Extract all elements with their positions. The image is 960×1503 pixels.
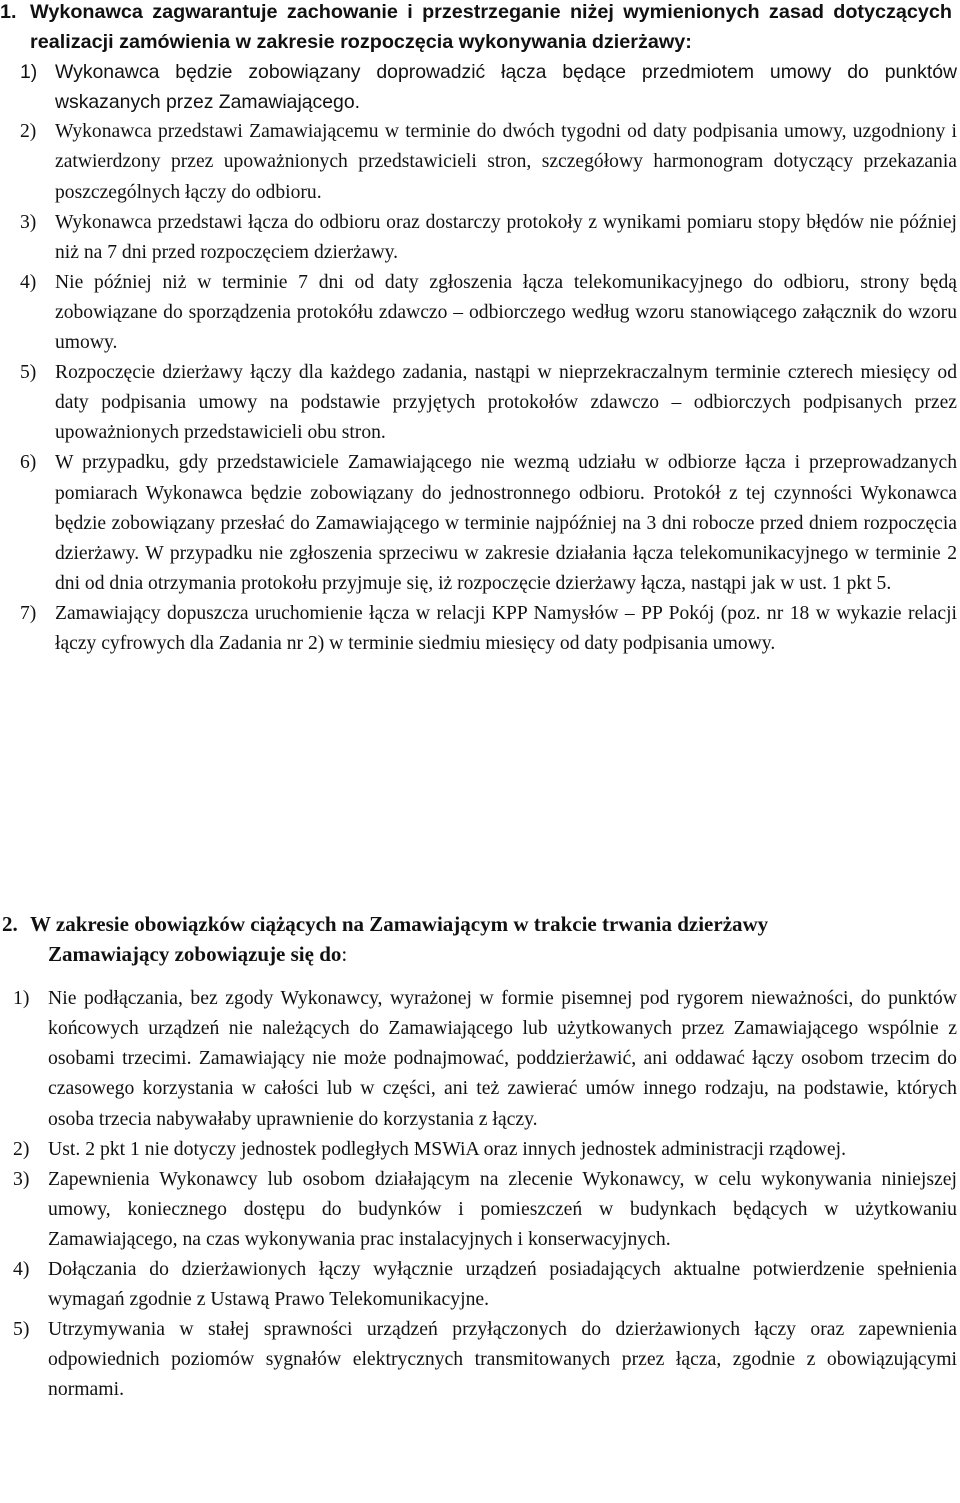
list-item-text: Nie podłączania, bez zgody Wykonawcy, wyrażonej w formie pisemnej pod rygorem nieważności, do punktów końcowych urządzeń nie należących do Zamawiającego lub użytkowanych przez Zamawiającego wspólnie z osobami trzecimi. Zamawiający nie może podnajmować, poddzierżawić, ani oddawać łączy osobom trzecim do czasowego korzystania w całości lub w części, ani też zawierać umów innego rodzaju, na podstawie, których osoba trzecia nabywałaby uprawnienie do korzystania z łączy. — [48, 987, 957, 1130]
list-item-text: Nie później niż w terminie 7 dni od daty zgłoszenia łącza telekomunikacyjnego do odbioru, strony będą zobowiązane do sporządzenia protokółu zdawczo – odbiorczego według wzoru stanowiącego załącznik do wzoru umowy. — [55, 271, 957, 354]
list-item-number: 2) — [13, 1137, 30, 1160]
list-item — [0, 599, 960, 659]
list-item-number: 2) — [20, 121, 37, 143]
list-item-number: 5) — [13, 1318, 30, 1341]
list-item — [0, 358, 960, 448]
section-2-number: 2. — [2, 912, 18, 936]
section-2-list — [0, 983, 960, 1404]
section-1 — [0, 0, 960, 659]
list-item — [0, 448, 960, 598]
list-item-text: Wykonawca przedstawi łącza do odbioru oraz dostarczy protokoły z wynikami pomiaru stopy błędów nie później niż na 7 dni przed rozpoczęciem dzierżawy. — [55, 211, 957, 263]
list-item — [0, 983, 960, 1133]
section-1-heading — [0, 0, 960, 57]
list-item — [0, 268, 960, 358]
list-item — [0, 1254, 960, 1314]
list-item-number: 6) — [20, 452, 37, 474]
list-item-text: Wykonawca będzie zobowiązany doprowadzić łącza będące przedmiotem umowy do punktów wskazanych przez Zamawiającego. — [55, 61, 957, 114]
list-item — [0, 1164, 960, 1254]
list-item-text: Ust. 2 pkt 1 nie dotyczy jednostek podległych MSWiA oraz innych jednostek administracji rządowej. — [48, 1137, 847, 1160]
list-item — [0, 1314, 960, 1404]
list-item-number: 3) — [13, 1167, 30, 1190]
list-item-number: 4) — [13, 1258, 30, 1281]
list-item-number: 1) — [13, 987, 30, 1010]
section-2-heading — [0, 909, 960, 939]
list-item-text: W przypadku, gdy przedstawiciele Zamawiającego nie wezmą udziału w odbiorze łącza i przeprowadzanych pomiarach Wykonawca będzie zobowiązany do jednostronnego odbioru. Protokół z tej czynności Wykonawca będzie zobowiązany przesłać do Zamawiającego w terminie najpóźniej na 3 dni robocze przed dniem rozpoczęcia dzierżawy. W przypadku nie zgłoszenia sprzeciwu w zakresie działania łącza telekomunikacyjnego w terminie 2 dni od dnia otrzymania protokołu przyjmuje się, iż rozpoczęcie dzierżawy łącza, nastąpi jak w ust. 1 pkt 5. — [55, 452, 957, 594]
list-item — [0, 1134, 960, 1164]
list-item — [0, 117, 960, 207]
list-item-number: 7) — [20, 602, 37, 624]
section-1-list — [0, 57, 960, 117]
section-1-list-continued — [0, 117, 960, 659]
list-item-number: 3) — [20, 211, 37, 233]
list-item-number: 1) — [20, 61, 38, 84]
section-2-heading-text: W zakresie obowiązków ciążących na Zamawiającym w trakcie trwania dzierżawy — [30, 912, 769, 936]
section-2-intro-bold: Zamawiający zobowiązuje się do — [48, 942, 342, 967]
list-item-number: 5) — [20, 362, 37, 384]
section-2-intro-colon: : — [341, 942, 348, 967]
list-item-number: 4) — [20, 271, 37, 293]
list-item — [0, 208, 960, 268]
list-item-text: Utrzymywania w stałej sprawności urządzeń przyłączonych do dzierżawionych łączy oraz zapewnienia odpowiednich poziomów sygnałów elektrycznych transmitowanych przez łącza, zgodnie z obowiązującymi normami. — [48, 1318, 957, 1401]
list-item-text: Wykonawca przedstawi Zamawiającemu w terminie do dwóch tygodni od daty podpisania umowy, uzgodniony i zatwierdzony przez upoważnionych przedstawicieli stron, szczegółowy harmonogram dotyczący przekazania poszczególnych łączy do odbioru. — [55, 121, 957, 203]
section-1-heading-text: Wykonawca zagwarantuje zachowanie i przestrzeganie niżej wymienionych zasad dotyczących realizacji zamówienia w zakresie rozpoczęcia wykonywania dzierżawy: — [30, 1, 952, 54]
list-item — [0, 57, 960, 117]
section-2-intro — [0, 939, 960, 969]
list-item-text: Zapewnienia Wykonawcy lub osobom działającym na zlecenie Wykonawcy, w celu wykonywania niniejszej umowy, koniecznego dostępu do budynków i pomieszczeń w budynkach będących w użytkowaniu Zamawiającego, na czas wykonywania prac instalacyjnych i konserwacyjnych. — [48, 1167, 957, 1250]
section-2 — [0, 909, 960, 1405]
list-item-text: Dołączania do dzierżawionych łączy wyłącznie urządzeń posiadających aktualne potwierdzenie spełnienia wymagań zgodnie z Ustawą Prawo Telekomunikacyjne. — [48, 1258, 957, 1311]
list-item-text: Rozpoczęcie dzierżawy łączy dla każdego zadania, nastąpi w nieprzekraczalnym terminie czterech miesięcy od daty podpisania umowy na podstawie przyjętych protokołów zdawczo – odbiorczych podpisanych przez upoważnionych przedstawicieli obu stron. — [55, 362, 957, 444]
list-item-text: Zamawiający dopuszcza uruchomienie łącza w relacji KPP Namysłów – PP Pokój (poz. nr 18 w wykazie relacji łączy cyfrowych dla Zadania nr 2) w terminie siedmiu miesięcy od daty podpisania umowy. — [55, 602, 957, 654]
section-1-number: 1. — [0, 1, 17, 23]
